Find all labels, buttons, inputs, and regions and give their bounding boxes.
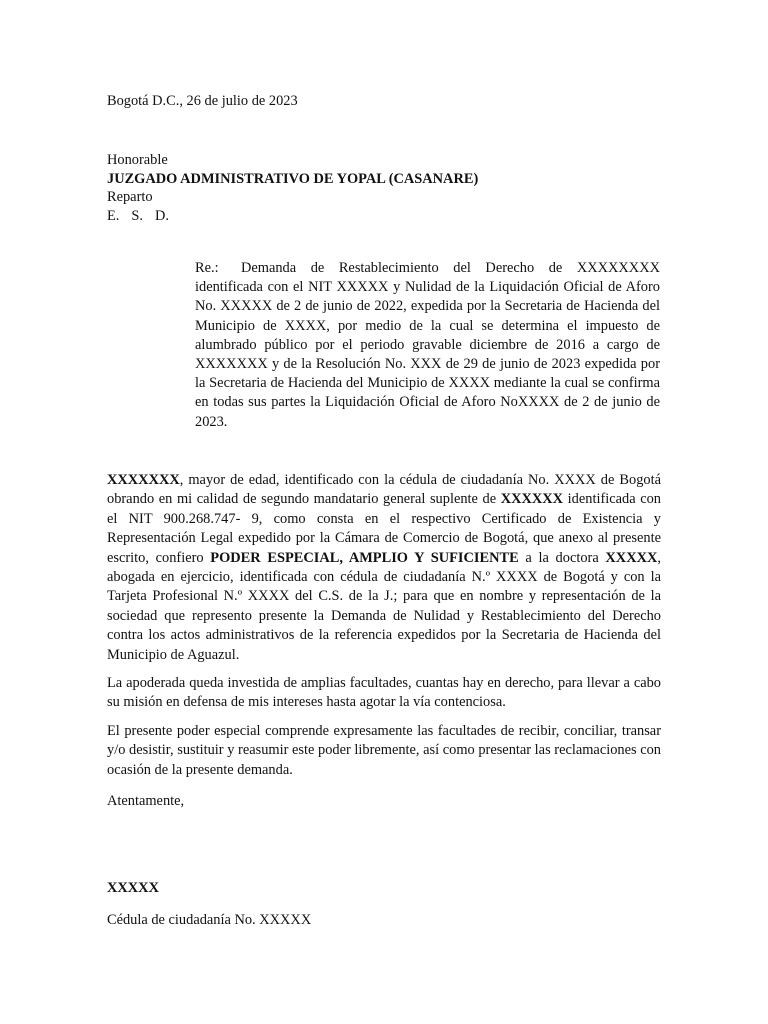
body-paragraph-1 <box>107 471 661 665</box>
reference-label: Re.: <box>195 260 219 276</box>
signature-id-line: Cédula de ciudadanía No. XXXXX <box>107 912 312 928</box>
reference-block <box>195 259 660 432</box>
grantor-name: XXXXXXX <box>107 472 180 488</box>
esd-e: E. <box>107 207 120 224</box>
addressee-salutation: Honorable <box>107 152 168 168</box>
date-line: Bogotá D.C., 26 de julio de 2023 <box>107 93 298 109</box>
letter-body <box>107 471 661 778</box>
body-p1-text-2: identificada con el NIT 900.268.747- 9, como consta en el respectivo Certificado de Existencia y Representación Legal expedido por la Cámara de Comercio de Bogotá, que anexo al presente escrito, confiero <box>107 491 661 566</box>
attorney-name: XXXXX <box>605 549 658 566</box>
addressee-office: Reparto <box>107 189 153 205</box>
body-p1-text-3: a la doctora <box>518 549 606 566</box>
body-p1-text-4: , abogada en ejercicio, identificada con cédula de ciudadanía N.º XXXX de Bogotá y con la Tarjeta Profesional N.º XXXX del C.S. de la J.; para que en nombre y representación de la sociedad que represento presente la Demanda de Nulidad y Restablecimiento del Derecho contra los actos administrativos de la referencia expedidos por la Secretaria de Hacienda del Municipio de Aguazul. <box>107 549 661 663</box>
closing-line: Atentamente, <box>107 793 185 809</box>
company-name: XXXXXX <box>500 491 564 508</box>
body-paragraph-2: La apoderada queda investida de amplias facultades, cuantas hay en derecho, para llevar a cabo su misión en defensa de mis intereses hasta agotar la vía contenciosa. <box>107 675 661 711</box>
reference-text: Demanda de Restablecimiento del Derecho de XXXXXXXX identificada con el NIT XXXXX y Nulidad de la Liquidación Oficial de Aforo No. XXXXX de 2 de junio de 2022, expedida por la Secretaria de Hacienda del Municipio de XXXX, por medio de la cual se determina el impuesto de alumbrado público por el periodo gravable diciembre de 2016 a cargo de XXXXXXX y de la Resolución No. XXX de 29 de junio de 2023 expedida por la Secretaria de Hacienda del Municipio de XXXX mediante la cual se confirma en todas sus partes la Liquidación Oficial de Aforo NoXXXX de 2 de junio de 2023. <box>195 260 660 430</box>
addressee-block <box>107 151 478 225</box>
signature-name: XXXXX <box>107 880 159 896</box>
esd-d: D. <box>155 207 169 224</box>
body-p1-text-1: , mayor de edad, identificado con la cédula de ciudadanía No. XXXX de Bogotá obrando en mi calidad de segundo mandatario general suplente de <box>107 472 661 508</box>
power-type: PODER ESPECIAL, AMPLIO Y SUFICIENTE <box>210 549 519 566</box>
addressee-court: JUZGADO ADMINISTRATIVO DE YOPAL (CASANARE) <box>107 170 479 187</box>
body-paragraph-3: El presente poder especial comprende expresamente las facultades de recibir, conciliar, transar y/o desistir, sustituir y reasumir este poder libremente, así como presentar las reclamaciones con ocasión de la presente demanda. <box>107 723 661 778</box>
addressee-esd <box>107 207 478 226</box>
esd-s: S. <box>131 207 143 224</box>
